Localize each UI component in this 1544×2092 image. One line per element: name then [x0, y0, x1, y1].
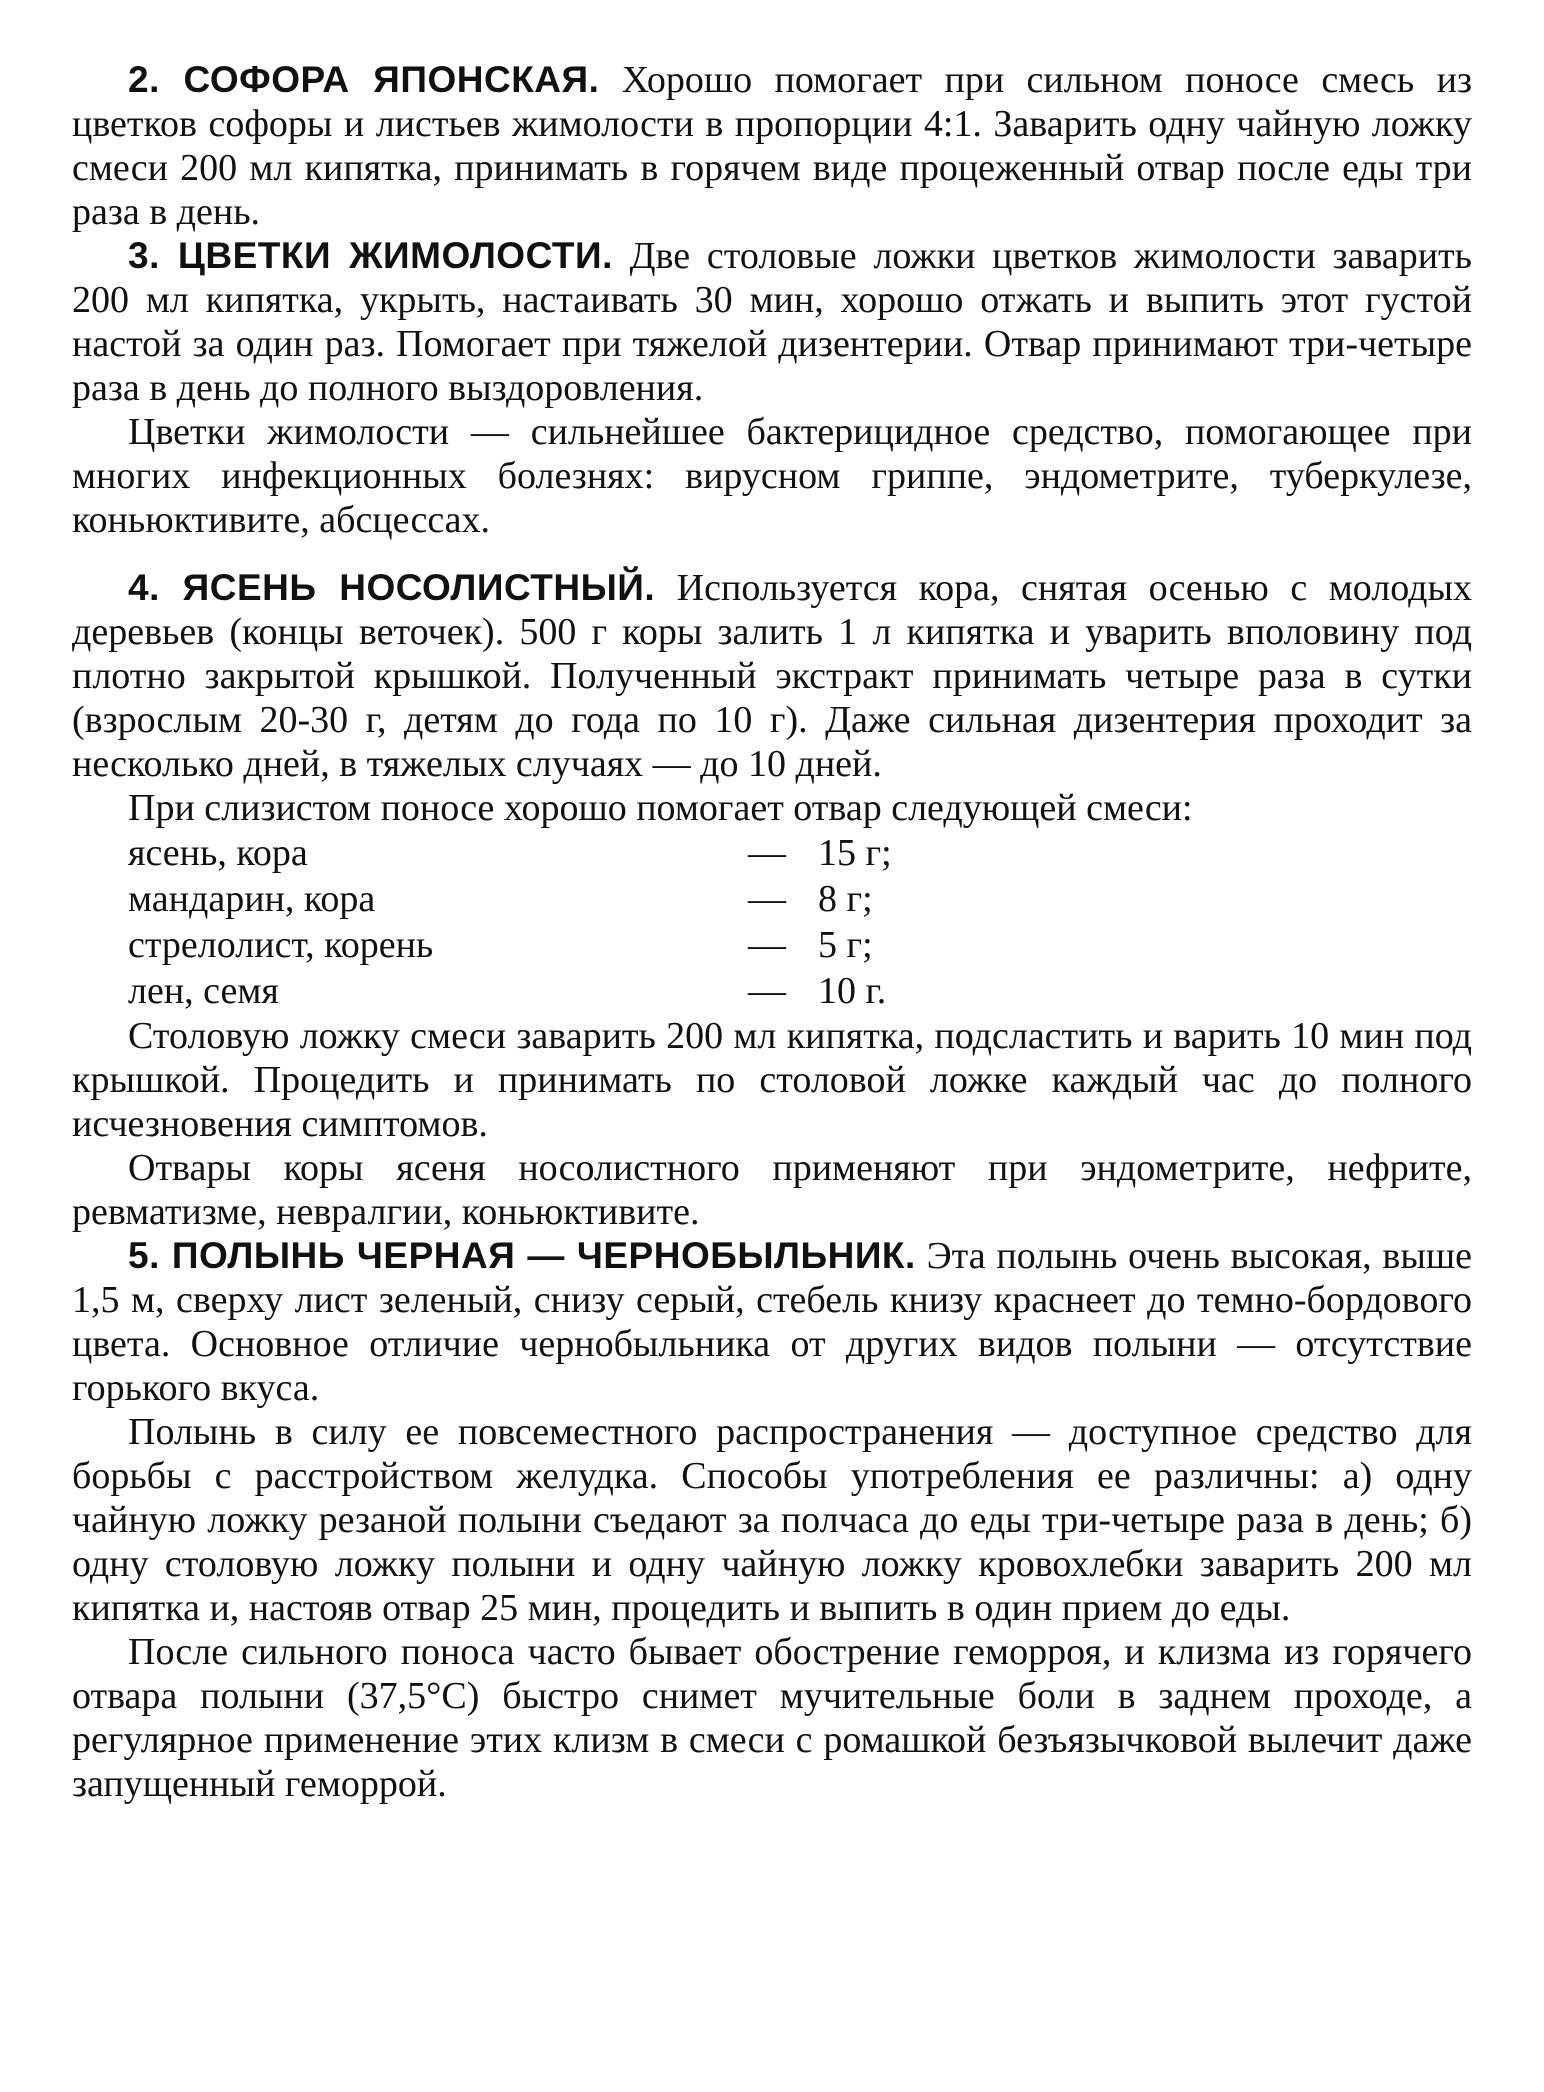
section-honeysuckle: [72, 234, 1472, 410]
mix-item-dash: —: [748, 924, 786, 966]
document-page: [72, 58, 1472, 1806]
mix-item-amount: 5 г;: [818, 924, 873, 966]
section-note: Цветки жимолости — сильнейшее бактерицидное средство, помогающее при многих инфекционных болезнях: вирусном гриппе, эндометрите, туберкулезе, коньюктивите, абсцессах.: [72, 411, 1472, 541]
section-heading: 4. ЯСЕНЬ НОСОЛИСТНЫЙ.: [128, 567, 656, 608]
section-sophora: [72, 58, 1472, 234]
mix-item-name: ясень, кора: [128, 832, 308, 874]
mix-item: [128, 968, 1472, 1014]
section-text: Две столовые ложки цветков жимолости заварить 200 мл кипятка, укрыть, настаивать 30 мин, хорошо отжать и выпить этот густой настой за один раз. Помогает при тяжелой дизентерии. Отвар принимают три-четыре раза в день до полного выздоровления.: [72, 235, 1472, 409]
mix-list: [128, 830, 1472, 1014]
mix-item-amount: 15 г;: [818, 832, 892, 874]
mix-item-dash: —: [748, 832, 786, 874]
section-text: Эта полынь очень высокая, выше 1,5 м, сверху лист зеленый, снизу серый, стебель книзу краснеет до темно-бордового цвета. Основное отличие чернобыльника от других видов полыни — отсутствие горького вкуса.: [72, 1235, 1472, 1409]
mix-item-amount: 8 г;: [818, 878, 873, 920]
mix-intro: При слизистом поносе хорошо помогает отвар следующей смеси:: [128, 787, 1193, 829]
section-wormwood: [72, 1234, 1472, 1410]
section-heading: 3. ЦВЕТКИ ЖИМОЛОСТИ.: [128, 235, 613, 276]
section-note: Отвары коры ясеня носолистного применяют при эндометрите, нефрите, ревматизме, невралгии, коньюктивите.: [72, 1147, 1472, 1233]
section-text: Используется кора, снятая осенью с молодых деревьев (концы веточек). 500 г коры залить 1 л кипятка и уварить вполовину под плотно закрытой крышкой. Полученный экстракт принимать четыре раза в сутки (взрослым 20-30 г, детям до года по 10 г). Даже сильная дизентерия проходит за несколько дней, в тяжелых случаях — до 10 дней.: [72, 567, 1472, 785]
mix-item: [128, 876, 1472, 922]
mix-item-dash: —: [748, 878, 786, 920]
section-heading: 5. ПОЛЫНЬ ЧЕРНАЯ — ЧЕРНОБЫЛЬНИК.: [128, 1235, 916, 1276]
section-heading: 2. СОФОРА ЯПОНСКАЯ.: [128, 59, 600, 100]
mix-item-name: мандарин, кора: [128, 878, 376, 920]
section-paragraph: После сильного поноса часто бывает обострение геморроя, и клизма из горячего отвара полыни (37,5°С) быстро снимет мучительные боли в заднем проходе, а регулярное применение этих клизм в смеси с ромашкой безъязычковой вылечит даже запущенный геморрой.: [72, 1631, 1472, 1805]
mix-item-name: лен, семя: [128, 970, 279, 1012]
mix-item-name: стрелолист, корень: [128, 924, 434, 966]
mix-item: [128, 830, 1472, 876]
mix-item-dash: —: [748, 970, 786, 1012]
section-text: Хорошо помогает при сильном поносе смесь из цветков софоры и листьев жимолости в пропорции 4:1. Заварить одну чайную ложку смеси 200 мл кипятка, принимать в горячем виде процеженный отвар после еды три раза в день.: [72, 59, 1472, 233]
mix-item-amount: 10 г.: [818, 970, 887, 1012]
section-ash: [72, 566, 1472, 786]
mix-item: [128, 922, 1472, 968]
mix-after: Столовую ложку смеси заварить 200 мл кипятка, подсластить и варить 10 мин под крышкой. Процедить и принимать по столовой ложке каждый час до полного исчезновения симптомов.: [72, 1015, 1472, 1145]
section-paragraph: Полынь в силу ее повсеместного распространения — доступное средство для борьбы с расстройством желудка. Способы употребления ее различны: а) одну чайную ложку резаной полыни съедают за полчаса до еды три-четыре раза в день; б) одну столовую ложку полыни и одну чайную ложку кровохлебки заварить 200 мл кипятка и, настояв отвар 25 мин, процедить и выпить в один прием до еды.: [72, 1411, 1472, 1629]
